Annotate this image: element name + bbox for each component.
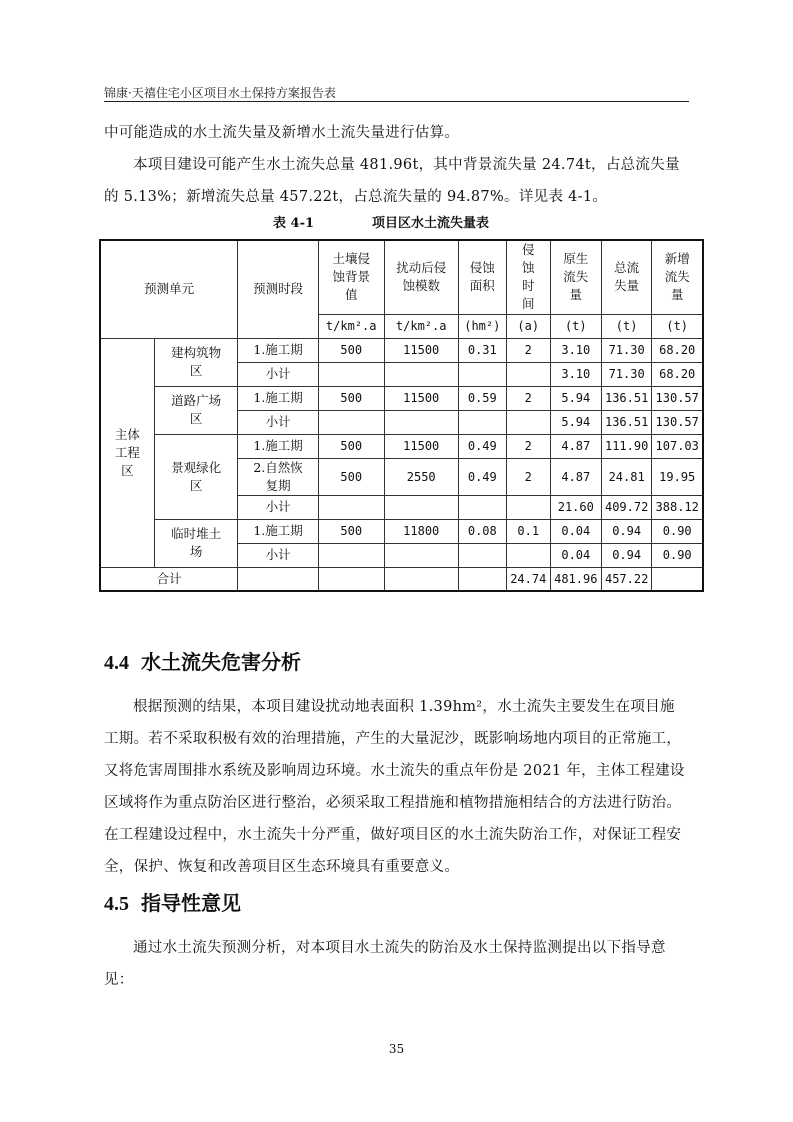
- unit-cell: t/km².a: [384, 314, 458, 338]
- value-cell-bg: 500: [318, 386, 384, 410]
- section-4-4-heading: [104, 646, 301, 675]
- period-cell: 1.施工期: [238, 386, 318, 410]
- unit-cell: t/km².a: [318, 314, 384, 338]
- intro-line: 中可能造成的水土流失量及新增水土流失量进行估算。: [104, 125, 460, 141]
- total-label: 合计: [100, 567, 238, 591]
- value-cell-mod: 2550: [384, 458, 458, 495]
- value-cell-mod: [384, 495, 458, 519]
- value-cell-time: 2: [506, 458, 550, 495]
- table-row: [100, 386, 703, 410]
- total-orig: 24.74: [506, 567, 550, 591]
- table-row: [100, 434, 703, 458]
- value-cell-bg: [318, 362, 384, 386]
- value-cell-orig: 3.10: [550, 338, 601, 362]
- header-period: 预测时段: [238, 240, 318, 338]
- value-cell-orig: 3.10: [550, 362, 601, 386]
- value-cell-time: 2: [506, 338, 550, 362]
- value-cell-mod: [384, 410, 458, 434]
- value-cell-new: 0.90: [652, 543, 703, 567]
- value-cell-orig: 5.94: [550, 386, 601, 410]
- value-cell-area: 0.59: [458, 386, 506, 410]
- unit-cell: (a): [506, 314, 550, 338]
- header-col: 总流失量: [601, 240, 652, 314]
- section-title: 水土流失危害分析: [141, 652, 301, 674]
- empty-cell: [384, 567, 458, 591]
- section-number: 4.4: [104, 652, 129, 674]
- value-cell-total: 136.51: [601, 410, 652, 434]
- value-cell-total: 0.94: [601, 519, 652, 543]
- value-cell-area: [458, 410, 506, 434]
- value-cell-area: 0.49: [458, 434, 506, 458]
- total-row: [100, 567, 703, 591]
- header-col: 原生流失量: [550, 240, 601, 314]
- value-cell-area: 0.31: [458, 338, 506, 362]
- value-cell-time: 0.1: [506, 519, 550, 543]
- soil-loss-table: [99, 239, 704, 592]
- value-cell-orig: 0.04: [550, 519, 601, 543]
- value-cell-mod: [384, 543, 458, 567]
- total-total: 481.96: [550, 567, 601, 591]
- period-cell: 小计: [238, 362, 318, 386]
- value-cell-new: 19.95: [652, 458, 703, 495]
- empty-cell: [458, 567, 506, 591]
- value-cell-time: 2: [506, 434, 550, 458]
- total-new: 457.22: [601, 567, 652, 591]
- value-cell-bg: 500: [318, 458, 384, 495]
- table-row: [100, 519, 703, 543]
- section-4-5-body: 通过水土流失预测分析，对本项目水土流失的防治及水土保持监测提出以下指导意见：: [104, 940, 666, 988]
- period-cell: 小计: [238, 543, 318, 567]
- header-unit: 预测单元: [100, 240, 238, 338]
- value-cell-bg: [318, 410, 384, 434]
- value-cell-new: 107.03: [652, 434, 703, 458]
- value-cell-orig: 5.94: [550, 410, 601, 434]
- zone-cell: 道路广场区: [154, 386, 238, 434]
- value-cell-total: 71.30: [601, 338, 652, 362]
- empty-cell: [238, 567, 318, 591]
- value-cell-total: 111.90: [601, 434, 652, 458]
- section-4-5-heading: [104, 887, 241, 916]
- value-cell-area: 0.49: [458, 458, 506, 495]
- header-col: 新增流失量: [652, 240, 703, 314]
- value-cell-mod: [384, 362, 458, 386]
- value-cell-time: 2: [506, 386, 550, 410]
- value-cell-bg: [318, 495, 384, 519]
- section-4-4-body: 根据预测的结果，本项目建设扰动地表面积 1.39hm²，水土流失主要发生在项目施工期。若不采取积极有效的治理措施，产生的大量泥沙，既影响场地内项目的正常施工，又将危害周围排水系统及影响周边环境。水土流失的重点年份是 2021 年，主体工程建设区域将作为重点防治区进行整治，必须采取工程措施和植物措施相结合的方法进行防治。在工程建设过程中，水土流失十分严重，做好项目区的水土流失防治工作，对保证工程安全，保护、恢复和改善项目区生态环境具有重要意义。: [104, 699, 685, 875]
- value-cell-new: 68.20: [652, 362, 703, 386]
- intro-paragraph: 本项目建设可能产生水土流失总量 481.96t，其中背景流失量 24.74t，占总流失量的 5.13%；新增流失总量 457.22t，占总流失量的 94.87%。详见表 4-1。: [104, 157, 680, 205]
- unit-cell: (t): [550, 314, 601, 338]
- value-cell-total: 71.30: [601, 362, 652, 386]
- value-cell-area: [458, 495, 506, 519]
- period-cell: 2.自然恢复期: [238, 458, 318, 495]
- period-cell: 1.施工期: [238, 338, 318, 362]
- value-cell-bg: [318, 543, 384, 567]
- value-cell-orig: 21.60: [550, 495, 601, 519]
- zone-cell: 建构筑物区: [154, 338, 238, 386]
- value-cell-mod: 11500: [384, 434, 458, 458]
- value-cell-total: 24.81: [601, 458, 652, 495]
- page-number: 35: [388, 1042, 405, 1056]
- header-col: 土壤侵蚀背景值: [318, 240, 384, 314]
- header-col: 侵蚀面积: [458, 240, 506, 314]
- value-cell-area: [458, 362, 506, 386]
- value-cell-bg: 500: [318, 338, 384, 362]
- value-cell-new: 388.12: [652, 495, 703, 519]
- value-cell-orig: 4.87: [550, 458, 601, 495]
- unit-cell: (hm²): [458, 314, 506, 338]
- zone-cell: 临时堆土场: [154, 519, 238, 567]
- value-cell-mod: 11500: [384, 386, 458, 410]
- header-rule: [104, 101, 689, 102]
- value-cell-time: [506, 410, 550, 434]
- table-row: [100, 338, 703, 362]
- value-cell-new: 0.90: [652, 519, 703, 543]
- value-cell-new: 68.20: [652, 338, 703, 362]
- value-cell-area: [458, 543, 506, 567]
- header-col: 扰动后侵蚀模数: [384, 240, 458, 314]
- period-cell: 1.施工期: [238, 519, 318, 543]
- value-cell-area: 0.08: [458, 519, 506, 543]
- value-cell-new: 130.57: [652, 410, 703, 434]
- period-cell: 小计: [238, 410, 318, 434]
- value-cell-time: [506, 543, 550, 567]
- section-number: 4.5: [104, 893, 129, 915]
- zone-cell: 景观绿化区: [154, 434, 238, 519]
- period-cell: 1.施工期: [238, 434, 318, 458]
- value-cell-mod: 11500: [384, 338, 458, 362]
- header-col: 侵蚀时间: [506, 240, 550, 314]
- value-cell-time: [506, 362, 550, 386]
- header-row: [100, 240, 703, 314]
- value-cell-total: 0.94: [601, 543, 652, 567]
- value-cell-bg: 500: [318, 434, 384, 458]
- value-cell-total: 136.51: [601, 386, 652, 410]
- value-cell-bg: 500: [318, 519, 384, 543]
- value-cell-orig: 0.04: [550, 543, 601, 567]
- value-cell-orig: 4.87: [550, 434, 601, 458]
- unit-cell: (t): [601, 314, 652, 338]
- empty-cell: [318, 567, 384, 591]
- group-cell: 主体工程区: [100, 338, 154, 567]
- value-cell-mod: 11800: [384, 519, 458, 543]
- value-cell-time: [506, 495, 550, 519]
- period-cell: 小计: [238, 495, 318, 519]
- value-cell-total: 409.72: [601, 495, 652, 519]
- table-number: 表 4-1: [273, 216, 315, 231]
- running-header: 锦康·天禧住宅小区项目水土保持方案报告表: [104, 86, 336, 100]
- section-title: 指导性意见: [141, 893, 241, 915]
- unit-cell: (t): [652, 314, 703, 338]
- table-title: 项目区水土流失量表: [372, 216, 490, 231]
- value-cell-new: 130.57: [652, 386, 703, 410]
